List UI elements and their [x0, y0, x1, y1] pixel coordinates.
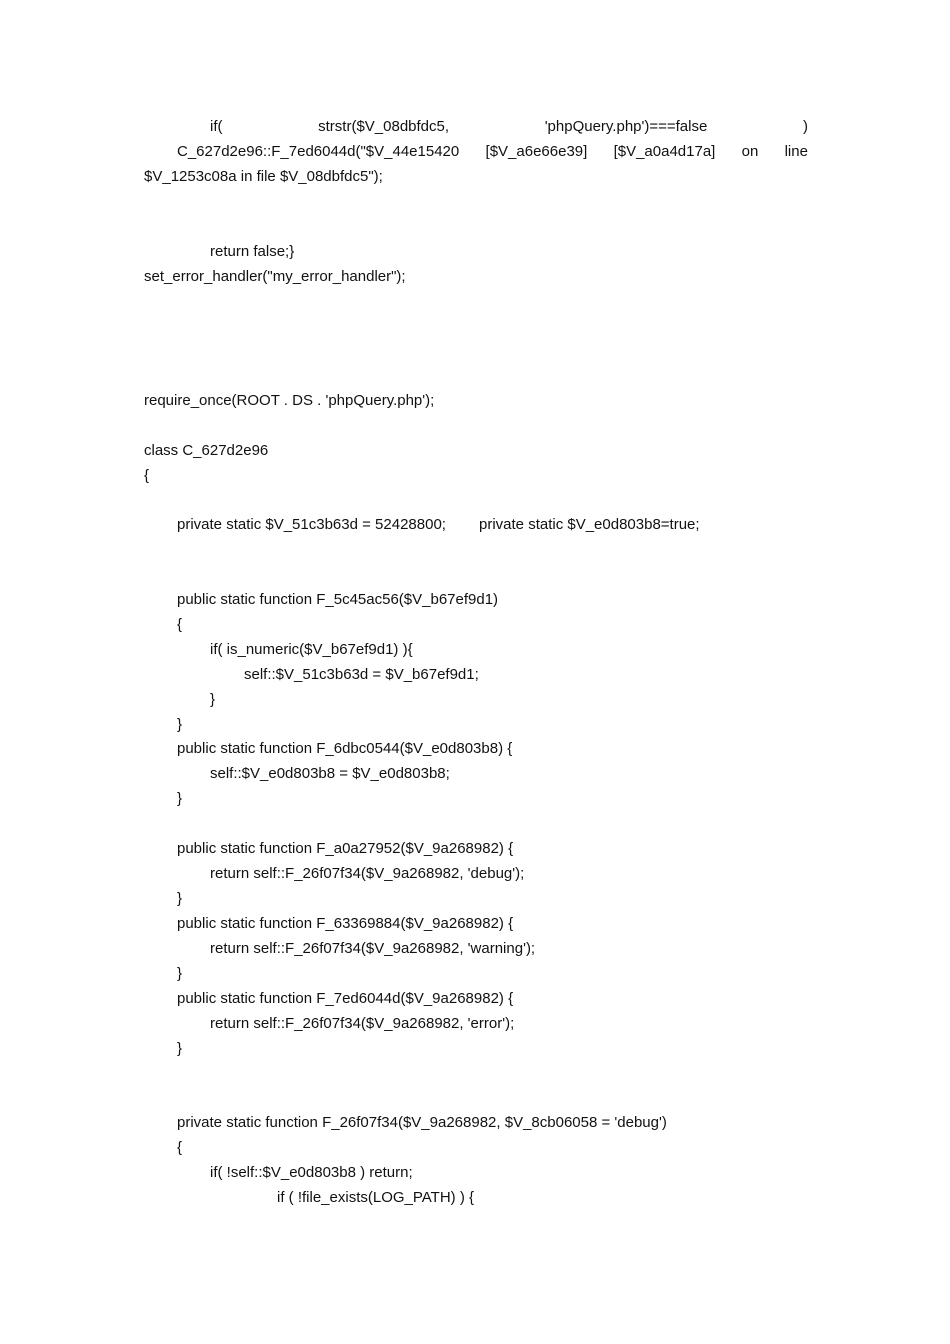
code-line: private static function F_26f07f34($V_9a268982, $V_8cb06058 = 'debug') — [177, 1114, 667, 1131]
code-line: { — [177, 616, 183, 633]
code-line: } — [177, 716, 183, 733]
code-line: if( is_numeric($V_b67ef9d1) ){ — [210, 641, 413, 658]
code-token: line — [784, 143, 808, 160]
code-line: if( !self::$V_e0d803b8 ) return; — [210, 1164, 413, 1181]
code-token: ) — [802, 118, 808, 135]
code-token: if( — [210, 118, 223, 135]
code-line: require_once(ROOT . DS . 'phpQuery.php'); — [144, 392, 435, 409]
code-line: $V_1253c08a in file $V_08dbfdc5"); — [144, 168, 383, 185]
code-line — [177, 143, 808, 161]
code-line: return self::F_26f07f34($V_9a268982, 'warning'); — [210, 940, 536, 957]
code-line: public static function F_a0a27952($V_9a268982) { — [177, 840, 514, 857]
code-token: 'phpQuery.php')===false — [544, 118, 708, 135]
code-token: [$V_a6e66e39] — [485, 143, 588, 160]
code-line: { — [144, 467, 150, 484]
code-line: } — [177, 965, 183, 982]
code-line: } — [177, 1040, 183, 1057]
code-line: self::$V_e0d803b8 = $V_e0d803b8; — [210, 765, 450, 782]
code-line: public static function F_5c45ac56($V_b67ef9d1) — [177, 591, 499, 608]
code-line: } — [177, 790, 183, 807]
code-line: private static $V_e0d803b8=true; — [479, 516, 700, 533]
code-line: if ( !file_exists(LOG_PATH) ) { — [277, 1189, 474, 1206]
code-line: return false;} — [210, 243, 295, 260]
code-line: } — [177, 890, 183, 907]
code-line: public static function F_6dbc0544($V_e0d803b8) { — [177, 740, 513, 757]
code-token: on — [741, 143, 759, 160]
code-line: public static function F_7ed6044d($V_9a268982) { — [177, 990, 514, 1007]
code-line: return self::F_26f07f34($V_9a268982, 'debug'); — [210, 865, 525, 882]
code-line — [210, 118, 808, 136]
code-line: class C_627d2e96 — [144, 442, 269, 459]
code-line: return self::F_26f07f34($V_9a268982, 'error'); — [210, 1015, 515, 1032]
code-token: strstr($V_08dbfdc5, — [318, 118, 450, 135]
code-line: } — [210, 691, 216, 708]
code-line: private static $V_51c3b63d = 52428800; — [177, 516, 446, 533]
code-line: self::$V_51c3b63d = $V_b67ef9d1; — [244, 666, 479, 683]
code-line: public static function F_63369884($V_9a268982) { — [177, 915, 514, 932]
code-token: [$V_a0a4d17a] — [613, 143, 716, 160]
code-line: set_error_handler("my_error_handler"); — [144, 268, 406, 285]
code-line: { — [177, 1139, 183, 1156]
code-token: C_627d2e96::F_7ed6044d("$V_44e15420 — [177, 143, 460, 160]
